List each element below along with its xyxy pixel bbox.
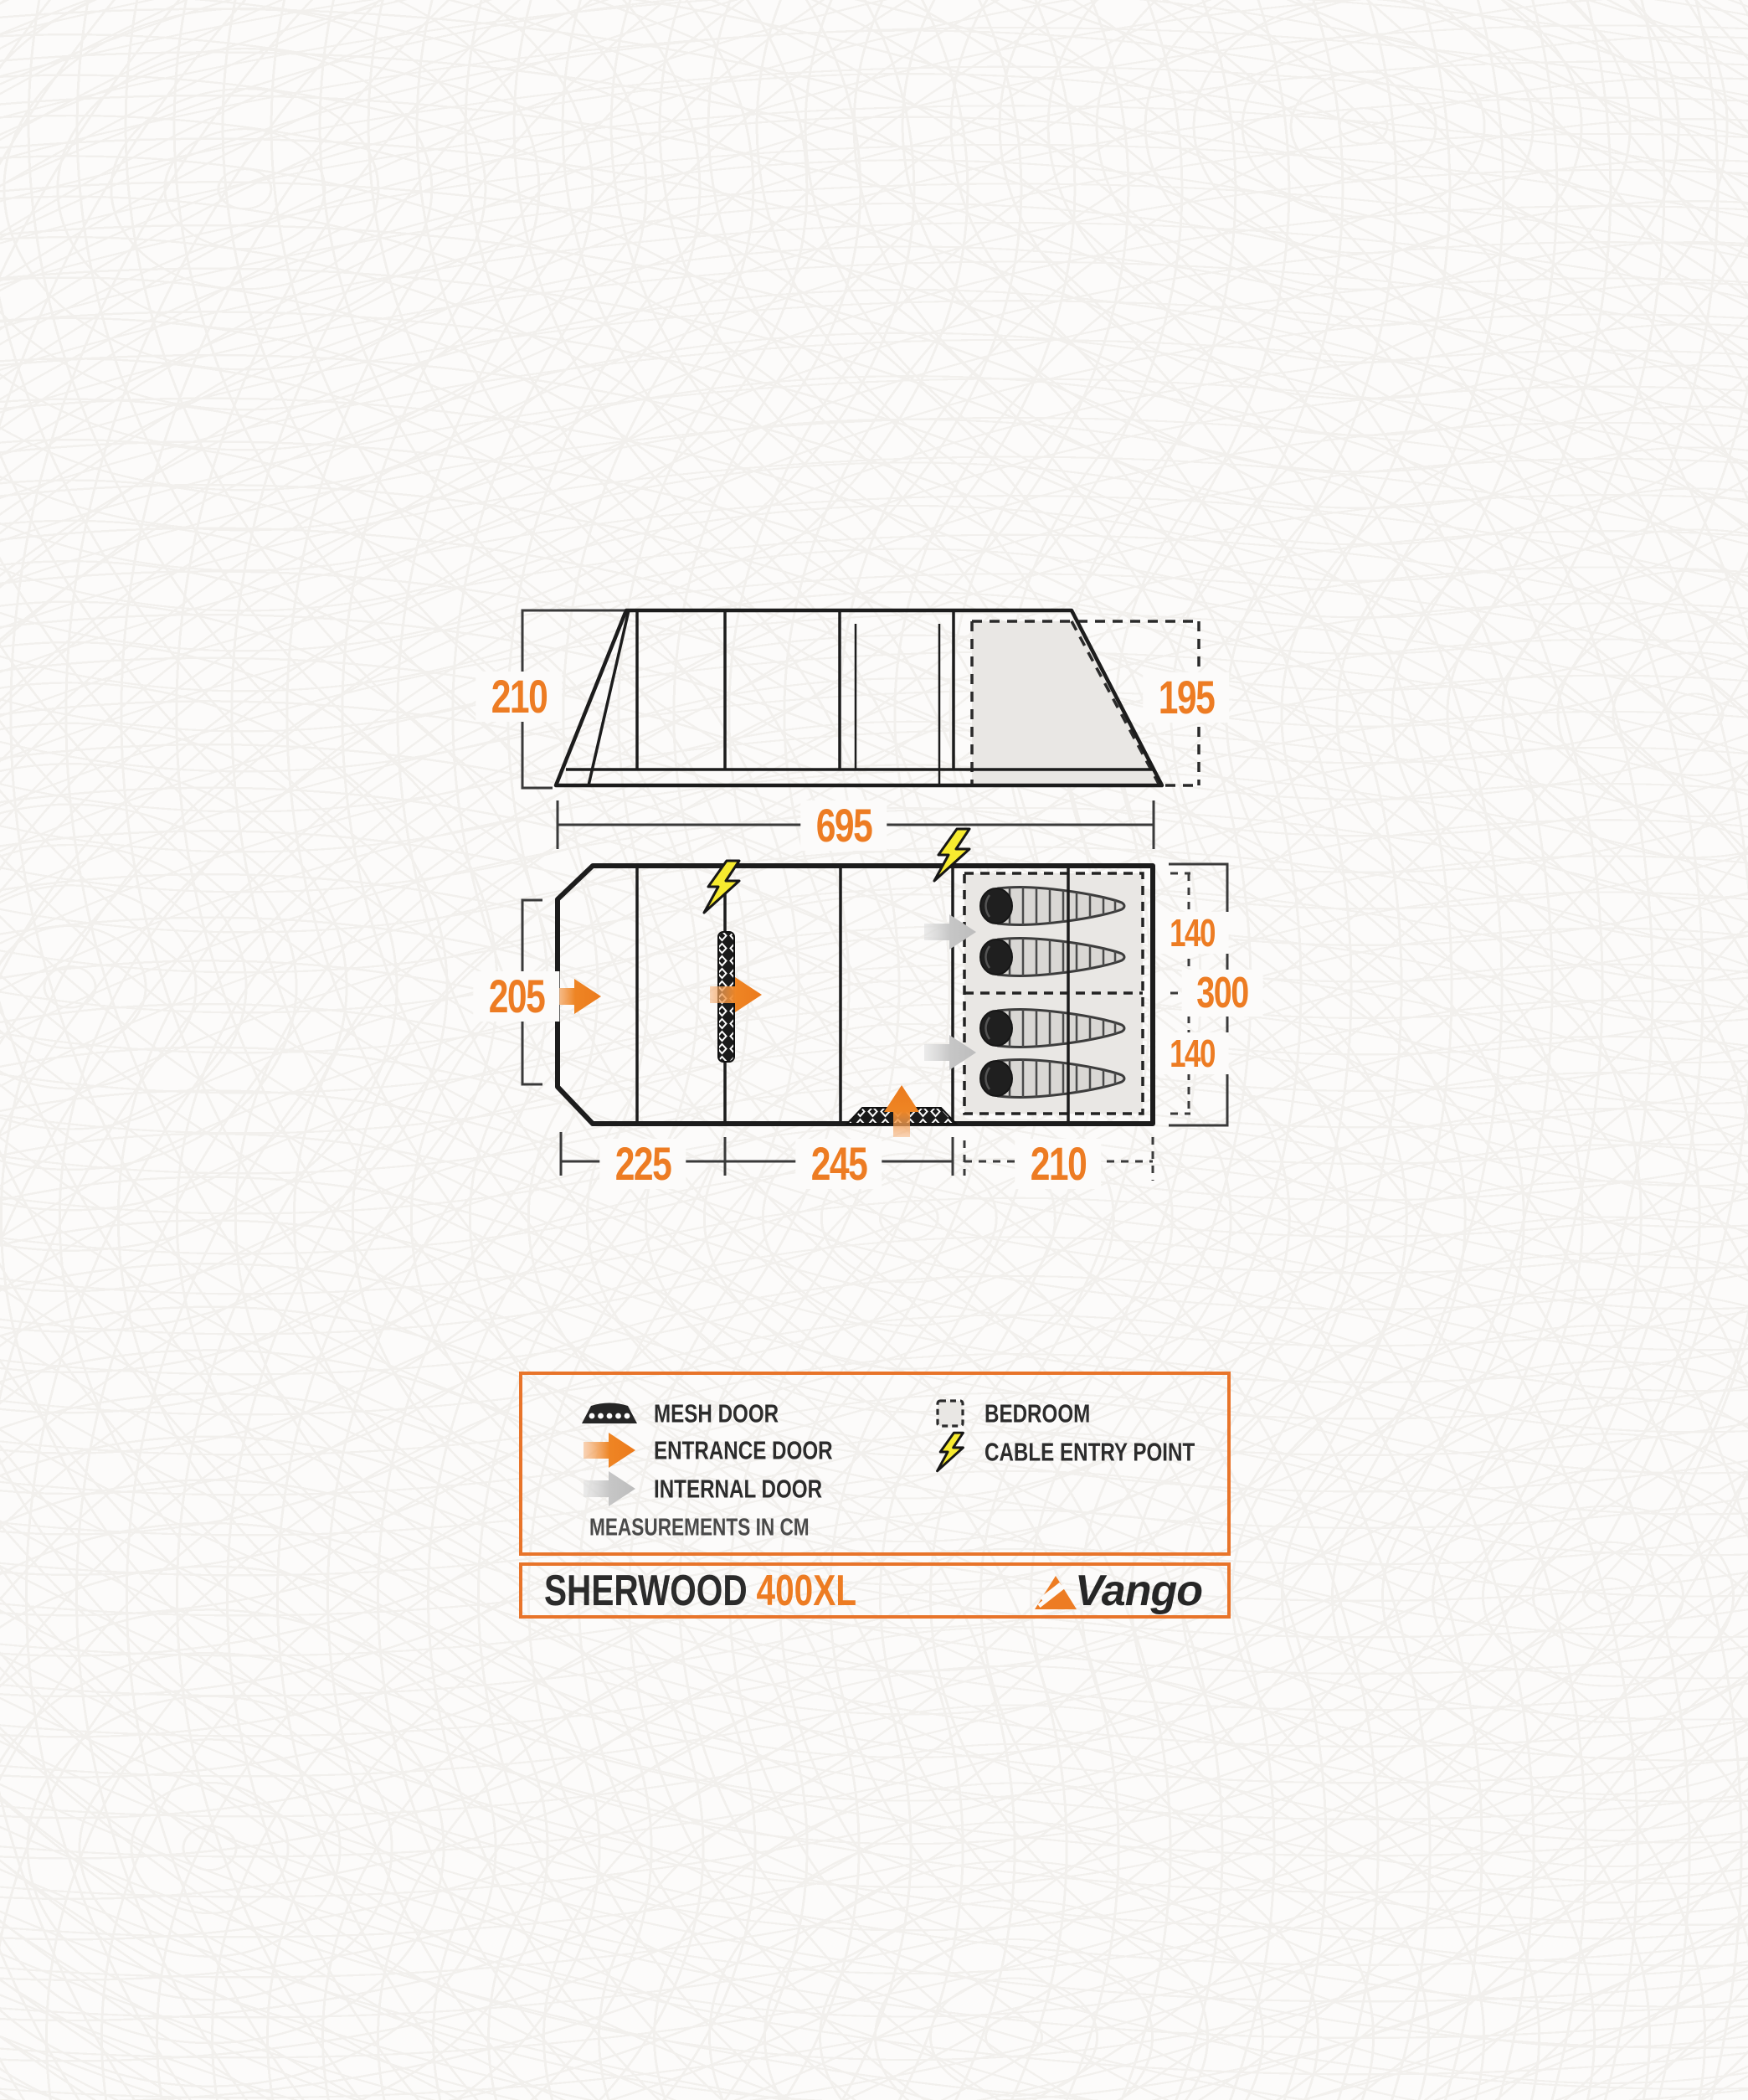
title-bar [519, 1562, 1231, 1619]
side-view-inner-front-slope [589, 610, 629, 785]
mesh-door-icon [578, 1401, 640, 1426]
brand-name: Vango [1075, 1566, 1202, 1615]
dim-living-area-label: 225 [599, 1139, 686, 1189]
dim-rear-height-label: 195 [1143, 672, 1229, 723]
dim-bedroom-half-bottom-label: 140 [1156, 1032, 1229, 1074]
legend-label-mesh-door: MESH DOOR [654, 1398, 779, 1428]
side-view-pole-lines [637, 610, 954, 785]
legend-label-internal-door: INTERNAL DOOR [654, 1474, 823, 1504]
side-view-bedroom-shade [972, 621, 1160, 785]
dim-bedroom-length-label: 210 [1015, 1139, 1101, 1189]
vango-logo [1033, 1566, 1202, 1615]
cable-entry-point-icon [935, 1431, 965, 1473]
dim-total-length-label: 695 [800, 800, 887, 851]
legend-label-bedroom: BEDROOM [985, 1398, 1091, 1428]
tent-floor-plan [522, 829, 1227, 1181]
bedroom-icon [934, 1397, 966, 1429]
internal-door-arrow-icon [582, 1469, 637, 1508]
dim-bedroom-half-top-label: 140 [1156, 912, 1229, 954]
entrance-door-arrow-bottom [884, 1085, 919, 1137]
vango-triangle-icon [1033, 1571, 1080, 1611]
product-title [544, 1566, 944, 1615]
dim-total-width-label: 300 [1182, 970, 1263, 1017]
dim-mid-area-label: 245 [795, 1139, 882, 1189]
product-variant: 400XL [756, 1566, 857, 1615]
legend-label-entrance-door: ENTRANCE DOOR [654, 1435, 833, 1465]
legend-label-cable-entry-point: CABLE ENTRY POINT [985, 1437, 1195, 1467]
entrance-door-arrow-icon [582, 1431, 637, 1469]
product-model: SHERWOOD [544, 1566, 748, 1615]
cable-entry-point-icon-left [704, 861, 739, 913]
dim-front-door-width-label: 205 [473, 971, 559, 1022]
dim-front-height-label: 210 [476, 672, 562, 722]
measurements-note: MEASUREMENTS IN CM [589, 1514, 810, 1542]
legend-box [519, 1372, 1231, 1556]
